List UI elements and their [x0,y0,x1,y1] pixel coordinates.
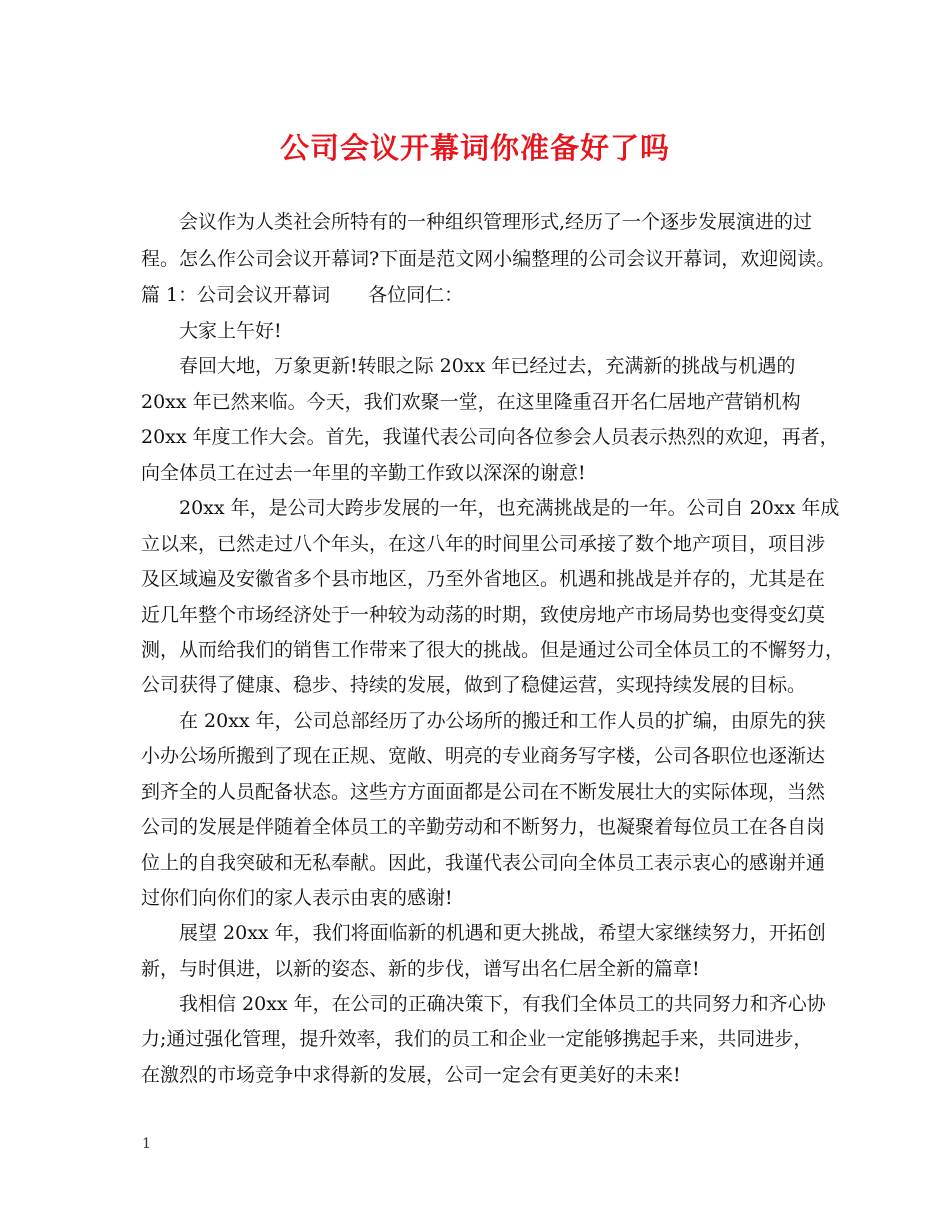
body-line: 近几年整个市场经济处于一种较为动荡的时期，致使房地产市场局势也变得变幻莫 [141,604,826,626]
body-line: 在 20xx 年，公司总部经历了办公场所的搬迁和工作人员的扩编，由原先的狭 [141,710,826,732]
body-line: 春回大地，万象更新!转眼之际 20xx 年已经过去，充满新的挑战与机遇的 [141,355,796,377]
body-line: 立以来，已然走过八个年头，在这八年的时间里公司承接了数个地产项目，项目涉 [141,533,826,555]
body-line: 到齐全的人员配备状态。这些方方面面都是公司在不断发展壮大的实际体现，当然 [141,781,826,803]
body-line: 我相信 20xx 年，在公司的正确决策下，有我们全体员工的共同努力和齐心协 [141,993,826,1015]
body-line: 小办公场所搬到了现在正规、宽敞、明亮的专业商务写字楼，公司各职位也逐渐达 [141,745,826,767]
body-line: 力;通过强化管理，提升效率，我们的员工和企业一定能够携起手来，共同进步， [141,1028,813,1050]
body-line: 过你们向你们的家人表示由衷的感谢! [141,887,453,909]
body-line: 大家上午好! [141,320,282,342]
body-line: 向全体员工在过去一年里的辛勤工作致以深深的谢意! [141,462,586,484]
body-line: 新，与时俱进，以新的姿态、新的步伐，谱写出名仁居全新的篇章! [141,958,700,980]
body-line: 测，从而给我们的销售工作带来了很大的挑战。但是通过公司全体员工的不懈努力， [141,639,845,661]
body-line: 公司获得了健康、稳步、持续的发展，做到了稳健运营，实现持续发展的目标。 [141,674,807,696]
page-number: 1 [142,1136,151,1152]
body-line: 20xx 年已然来临。今天，我们欢聚一堂，在这里隆重召开名仁居地产营销机构 [141,391,801,413]
body-line: 20xx 年，是公司大跨步发展的一年，也充满挑战是的一年。公司自 20xx 年成 [141,497,840,519]
body-line: 公司的发展是伴随着全体员工的辛勤劳动和不断努力，也凝聚着每位员工在各自岗 [141,816,826,838]
body-line: 及区域遍及安徽省多个县市地区，乃至外省地区。机遇和挑战是并存的，尤其是在 [141,568,826,590]
body-line: 位上的自我突破和无私奉献。因此，我谨代表公司向全体员工表示衷心的感谢并通 [141,852,826,874]
body-line: 篇 1：公司会议开幕词 各位同仁： [141,284,464,306]
body-line: 20xx 年度工作大会。首先，我谨代表公司向各位参会人员表示热烈的欢迎，再者， [141,426,839,448]
body-line: 展望 20xx 年，我们将面临新的机遇和更大挑战，希望大家继续努力，开拓创 [141,922,826,944]
document-title: 公司会议开幕词你准备好了吗 [279,131,670,165]
body-line: 会议作为人类社会所特有的一种组织管理形式,经历了一个逐步发展演进的过 [141,211,813,233]
body-line: 程。怎么作公司会议开幕词?下面是范文网小编整理的公司会议开幕词，欢迎阅读。 [141,248,836,270]
body-line: 在激烈的市场竞争中求得新的发展，公司一定会有更美好的未来! [141,1064,681,1086]
